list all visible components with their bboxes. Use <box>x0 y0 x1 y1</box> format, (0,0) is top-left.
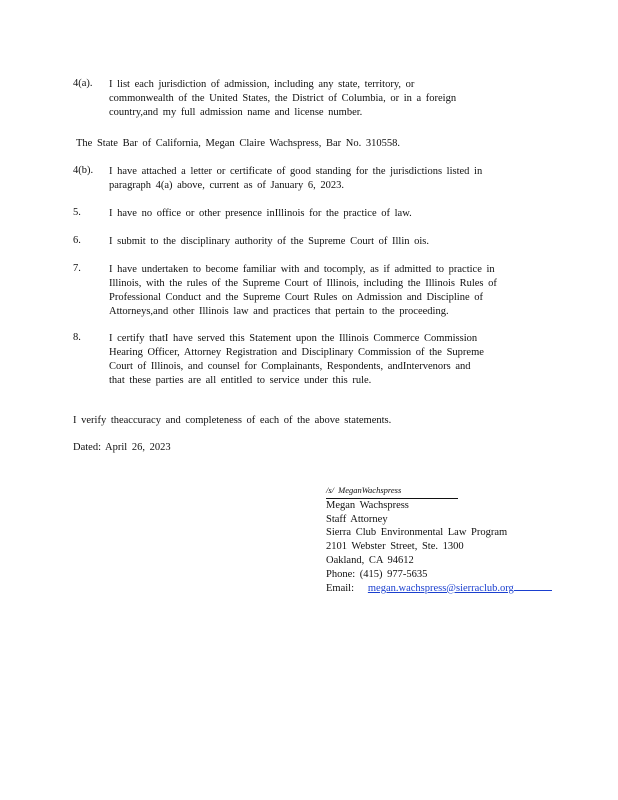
item-line: Attorneys,and other Illinois law and practices that pertain to the proceeding. <box>109 306 449 317</box>
item-line: I submit to the disciplinary authority of the Supreme Court of Illin ois. <box>109 236 429 247</box>
item-line: paragraph 4(a) above, current as of January 6, 2023. <box>109 180 344 191</box>
item-number: 6. <box>73 235 81 246</box>
bar-number-line: The State Bar of California, Megan Claire Wachspress, Bar No. 310558. <box>76 138 400 149</box>
item-number: 4(a). <box>73 78 93 89</box>
signer-title: Staff Attorney <box>326 513 388 525</box>
item-body <box>109 235 529 249</box>
signer-organization: Sierra Club Environmental Law Program <box>326 527 508 539</box>
dated-line: Dated: April 26, 2023 <box>73 442 171 453</box>
item-line: Court of Illinois, and counsel for Complainants, Respondents, andIntervenors and <box>109 361 471 372</box>
signature-block <box>326 484 536 595</box>
email-underline <box>514 589 552 591</box>
item-line: Professional Conduct and the Supreme Court Rules on Admission and Discipline of <box>109 292 484 303</box>
item-line: Illinois, with the rules of the Supreme Court of Illinois, including the Illinois Rules of <box>109 278 497 289</box>
item-line: Hearing Officer, Attorney Registration and Disciplinary Commission of the Supreme <box>109 347 484 358</box>
verification-statement: I verify theaccuracy and completeness of each of the above statements. <box>73 415 392 426</box>
email-link[interactable]: megan.wachspress@sierraclub.org <box>367 582 514 594</box>
signer-name: Megan Wachspress <box>326 499 409 511</box>
item-number: 5. <box>73 207 81 218</box>
item-number: 4(b). <box>73 165 94 176</box>
item-line: country,and my full admission name and license number. <box>109 107 363 118</box>
item-line: commonwealth of the United States, the District of Columbia, or in a foreign <box>109 93 457 104</box>
item-line: I list each jurisdiction of admission, including any state, territory, or <box>109 79 415 90</box>
signer-email-line <box>326 582 536 596</box>
item-number: 8. <box>73 332 81 343</box>
item-line: I have no office or other presence inIllinois for the practice of law. <box>109 208 412 219</box>
item-body <box>109 207 529 221</box>
item-line: that these parties are all entitled to service under this rule. <box>109 375 372 386</box>
item-body <box>109 165 529 193</box>
item-line: I have attached a letter or certificate of good standing for the jurisdictions listed in <box>109 166 483 177</box>
signer-phone: Phone: (415) 977-5635 <box>326 568 428 580</box>
signer-city: Oakland, CA 94612 <box>326 554 414 566</box>
signer-street: 2101 Webster Street, Ste. 1300 <box>326 541 464 553</box>
item-body <box>109 78 529 120</box>
item-body <box>109 263 529 319</box>
electronic-signature: /s/ MeganWachspress <box>326 484 458 499</box>
email-label: Email: <box>326 582 354 594</box>
item-number: 7. <box>73 263 81 274</box>
item-line: I certify thatI have served this Statement upon the Illinois Commerce Commission <box>109 333 478 344</box>
item-body <box>109 332 529 388</box>
item-line: I have undertaken to become familiar with and tocomply, as if admitted to practice in <box>109 264 495 275</box>
